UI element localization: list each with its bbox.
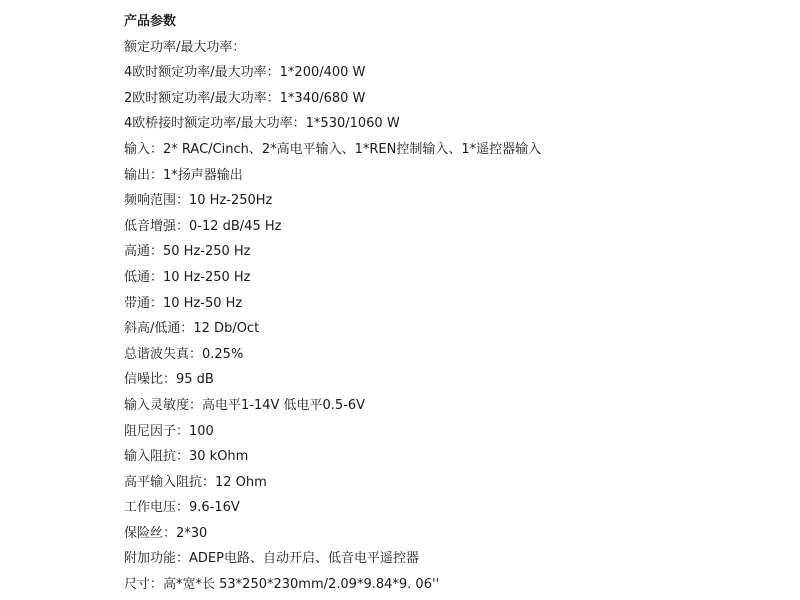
- spec-line-power-2ohm: 2欧时额定功率/最大功率：1*340/680 W: [124, 90, 366, 106]
- spec-line-input-sensitivity: 输入灵敏度：高电平1-14V 低电平0.5-6V: [124, 397, 366, 413]
- spec-line-filter-slope: 斜高/低通：12 Db/Oct: [124, 321, 260, 337]
- spec-line-snr: 信噪比：95 dB: [124, 372, 214, 388]
- spec-line-inputs: 输入：2* RAC/Cinch、2*高电平输入、1*REN控制输入、1*遥控器输入: [124, 141, 542, 157]
- spec-list: [124, 35, 784, 598]
- spec-line-rated-power-header: 额定功率/最大功率：: [124, 39, 246, 55]
- spec-line-extra-features: 附加功能：ADEP电路、自动开启、低音电平遥控器: [124, 551, 419, 567]
- spec-line-input-impedance: 输入阻抗：30 kOhm: [124, 449, 249, 465]
- spec-line-fuse: 保险丝：2*30: [124, 525, 208, 541]
- spec-line-damping-factor: 阻尼因子：100: [124, 423, 214, 439]
- spec-line-bass-boost: 低音增强：0-12 dB/45 Hz: [124, 218, 282, 234]
- spec-line-operating-voltage: 工作电压：9.6-16V: [124, 500, 240, 516]
- spec-line-high-pass: 高通：50 Hz-250 Hz: [124, 244, 251, 260]
- spec-title: 产品参数: [124, 14, 177, 29]
- spec-line-high-level-input-impedance: 高平输入阻抗：12 Ohm: [124, 474, 267, 490]
- spec-line-low-pass: 低通：10 Hz-250 Hz: [124, 269, 251, 285]
- spec-line-thd: 总谐波失真：0.25%: [124, 346, 244, 362]
- spec-line-dimensions: 尺寸：高*宽*长 53*250*230mm/2.09*9.84*9. 06'': [124, 577, 440, 593]
- spec-line-power-4ohm-bridged: 4欧桥接时额定功率/最大功率：1*530/1060 W: [124, 116, 400, 132]
- spec-line-power-4ohm: 4欧时额定功率/最大功率：1*200/400 W: [124, 65, 366, 81]
- spec-line-outputs: 输出：1*扬声器输出: [124, 167, 243, 183]
- spec-line-frequency-response: 频响范围：10 Hz-250Hz: [124, 193, 273, 209]
- spec-line-band-pass: 带通：10 Hz-50 Hz: [124, 295, 243, 311]
- spec-document: [124, 9, 784, 598]
